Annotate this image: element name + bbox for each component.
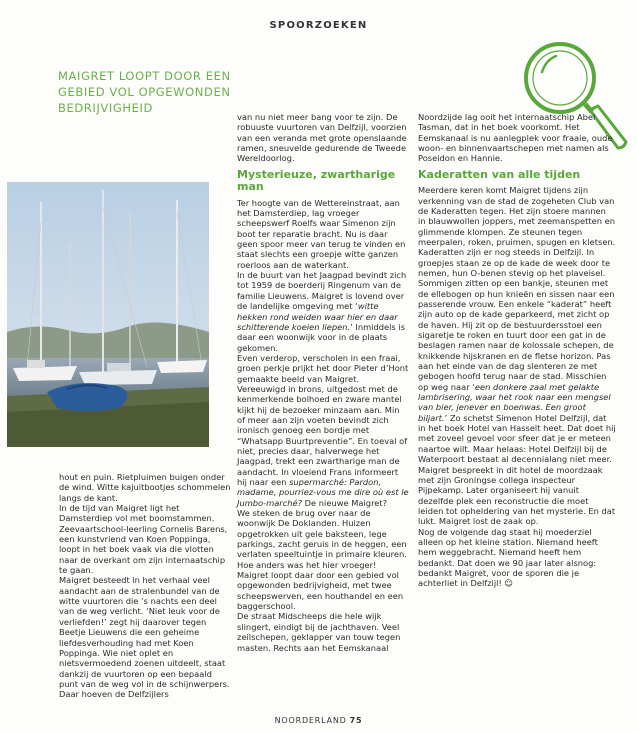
pull-quote: MAIGRET LOOPT DOOR EEN GEBIED VOL OPGEWONDEN BEDRIJVIGHEID [58, 69, 231, 115]
column-3 [418, 112, 616, 589]
quote-italic: een donkere zaal met gelakte lambrisering, waar het rook naar een mengsel van bier, jenever en boenwas. Een groot biljart. [418, 381, 611, 423]
paragraph: Maigret besteedt in het verhaal veel aandacht aan de stralenbundel van de witte vuurtoren die ’s nachts een deel van de weg verlicht. ‘Niet leuk voor de verliefden!’ zegt hij daarover tegen Beetje Lieuwens die een geheime liefdesverhouding had met Koen Poppinga. Wie niet oplet en nietsvermoedend zoenen uitdeelt, staat dankzij de vuurtoren op een bepaald punt van de weg vol in de schijnwerpers. Daar hoeven de Delfzijlers [59, 575, 230, 700]
text-run: ’ Zo schetst Simenon Hotel Delfzijl, dat in het boek Hotel van Hasselt heet. Dat doet hij met zoveel gevoel voor sfeer dat je er meteen naartoe wilt. Maar helaas: Hotel Delfzijl bij de Waterpoort bestaat al decennialang niet meer. [418, 412, 616, 465]
paragraph: Nog de volgende dag staat hij moederziel alleen op het kleine station. Niemand heeft hem weggebracht. Niemand heeft hem bedankt. Dat doen we 90 jaar later alsnog: bedankt Maigret, voor de sporen die je achterliet in Delfzijl! ☺ [418, 526, 598, 589]
magazine-name: NOORDERLAND [274, 716, 347, 725]
paragraph: De straat Midscheeps die hele wijk slingert, eindigt bij de jachthaven. Veel zeilschepen, geklapper van touw tegen masten. Rechts aan het Eemskanaal [237, 611, 401, 653]
paragraph [237, 270, 409, 353]
subheading: Mysterieuze, zwartharige man [237, 167, 396, 194]
page-footer [0, 716, 637, 725]
text-run: ’ Inmiddels is daar een woonwijk voor in de plaats gekomen. [237, 321, 406, 353]
paragraph: hout en puin. Rietpluimen buigen onder de wind. Witte kajuitbootjes schommelen langs de kant. [59, 472, 231, 503]
section-title: SPOORZOEKEN [269, 20, 368, 31]
paragraph: In de tijd van Maigret ligt het Damsterdiep vol met boomstammen. Zeevaartschool-leerling Cornelis Barens, een kunstvriend van Koen Poppinga, loopt in het boek vaak via die vlotten naar de overkant om zijn internaatschip te gaan. [59, 503, 228, 576]
text-run: In de buurt van het Jaagpad bevindt zich tot 1959 de boerderij Ringenum van de familie Lieuwens. Maigret is lovend over de landelijke omgeving met ‘ [237, 270, 407, 312]
text-run: Even verderop, verscholen in een fraai, groen perkje prijkt het door Pieter d’Hont gemaakte beeld van Maigret. Vereeuwigd in brons, uitgedost met de kenmerkende bolhoed en zware mantel kijkt hij de bezoeker minzaam aan. Min of meer aan zijn voeten bevindt zich ironisch genoeg een bordje met “Whatsapp Buurtpreventie”. En toeval of niet, precies daar, halverwege het Jaagpad, trekt een zwartharige man de aandacht. In vloeiend Frans informeert hij naar een [237, 352, 409, 487]
quote-italic: supermarché: Pardon, madame, pourriez-vous me dire où est le Jumbo-marché? [237, 477, 409, 508]
paragraph [237, 353, 409, 508]
paragraph: Noordzijde lag ooit het internaatschip Abel Tasman, dat in het boek voorkomt. Het Eemskanaal is nu aanlegplek voor fraaie, oude woon- en binnenvaartschepen met namen als Poseidon en Hannie. [418, 112, 613, 164]
text-run: De nieuwe Maigret? [302, 497, 388, 508]
paragraph: Ter hoogte van de Wettereinstraat, aan het Damsterdiep, lag vroeger scheepswerf Roelfs waar Simenon zijn boot ter reparatie bracht. Nu is daar geen spoor meer van terug te vinden en staat slechts een groepje witte ganzen roerloos aan de waterkant. [237, 197, 406, 270]
paragraph [418, 247, 616, 464]
subheading: Kaderatten van alle tijden [418, 167, 581, 181]
paragraph: Maigret bespreekt in dit hotel de moordzaak met zijn Groningse collega inspecteur Pijpekamp. Later organiseert hij vanuit dezelfde plek een reconstructie die moet leiden tot opheldering van het mysterie. En dat lukt. Maigret lost de zaak op. [418, 464, 616, 527]
paragraph: We steken de brug over naar de woonwijk De Doklanden. Huizen opgetrokken uit gele baksteen, lege parkings, zacht geruis in de heggen, een verlaten speeltuintje in primaire kleuren. Hoe anders was het hier vroeger! Maigret loopt daar door een gebied vol opgewonden bedrijvigheid, met twee scheepswerven, een houthandel en een baggerschool. [237, 508, 407, 612]
page-number: 75 [349, 716, 363, 725]
paragraph: van nu niet meer bang voor te zijn. De robuuste vuurtoren van Delfzijl, voorzien van een veranda met grote openslaande ramen, sneuvelde gedurende de Tweede Wereldoorlog. [237, 112, 407, 164]
text-run: Kaderatten zijn er nog steeds in Delfzijl. In groepjes staan ze op de kade de week door te nemen, hun O-benen stevig op het plaveisel. Sommigen zitten op een bankje, steunen met de ellebogen op hun knieën en sissen naar een passerende vrouw. Een enkele “kaderat” heeft zijn auto op de kade geparkeerd, met zicht op de haven. Hij zit op de bestuurdersstoel een sigaretje te roken en tuurt door een gat in de beslagen ramen naar de kolossale schepen, de knikkende hijskranen en de fletse horizon. Pas aan het einde van de dag slenteren ze met gebogen hoofd terug naar de stad. Misschien op weg naar ‘ [418, 247, 615, 392]
column-2 [237, 112, 409, 653]
quote-italic: witte hekken rond weiden waar hier en daar schitterende koeien liepen. [237, 301, 398, 332]
column-1 [59, 472, 233, 700]
paragraph: Meerdere keren komt Maigret tijdens zijn verkenning van de stad de zogeheten Club van de Kaderatten tegen. Het zijn stoere mannen in blauwwollen joppers, met zeemanspetten en glimmende klompen. Ze steunen tegen meerpalen, roken, pruimen, spugen en kletsen. [418, 185, 616, 247]
harbor-photo [7, 182, 209, 447]
